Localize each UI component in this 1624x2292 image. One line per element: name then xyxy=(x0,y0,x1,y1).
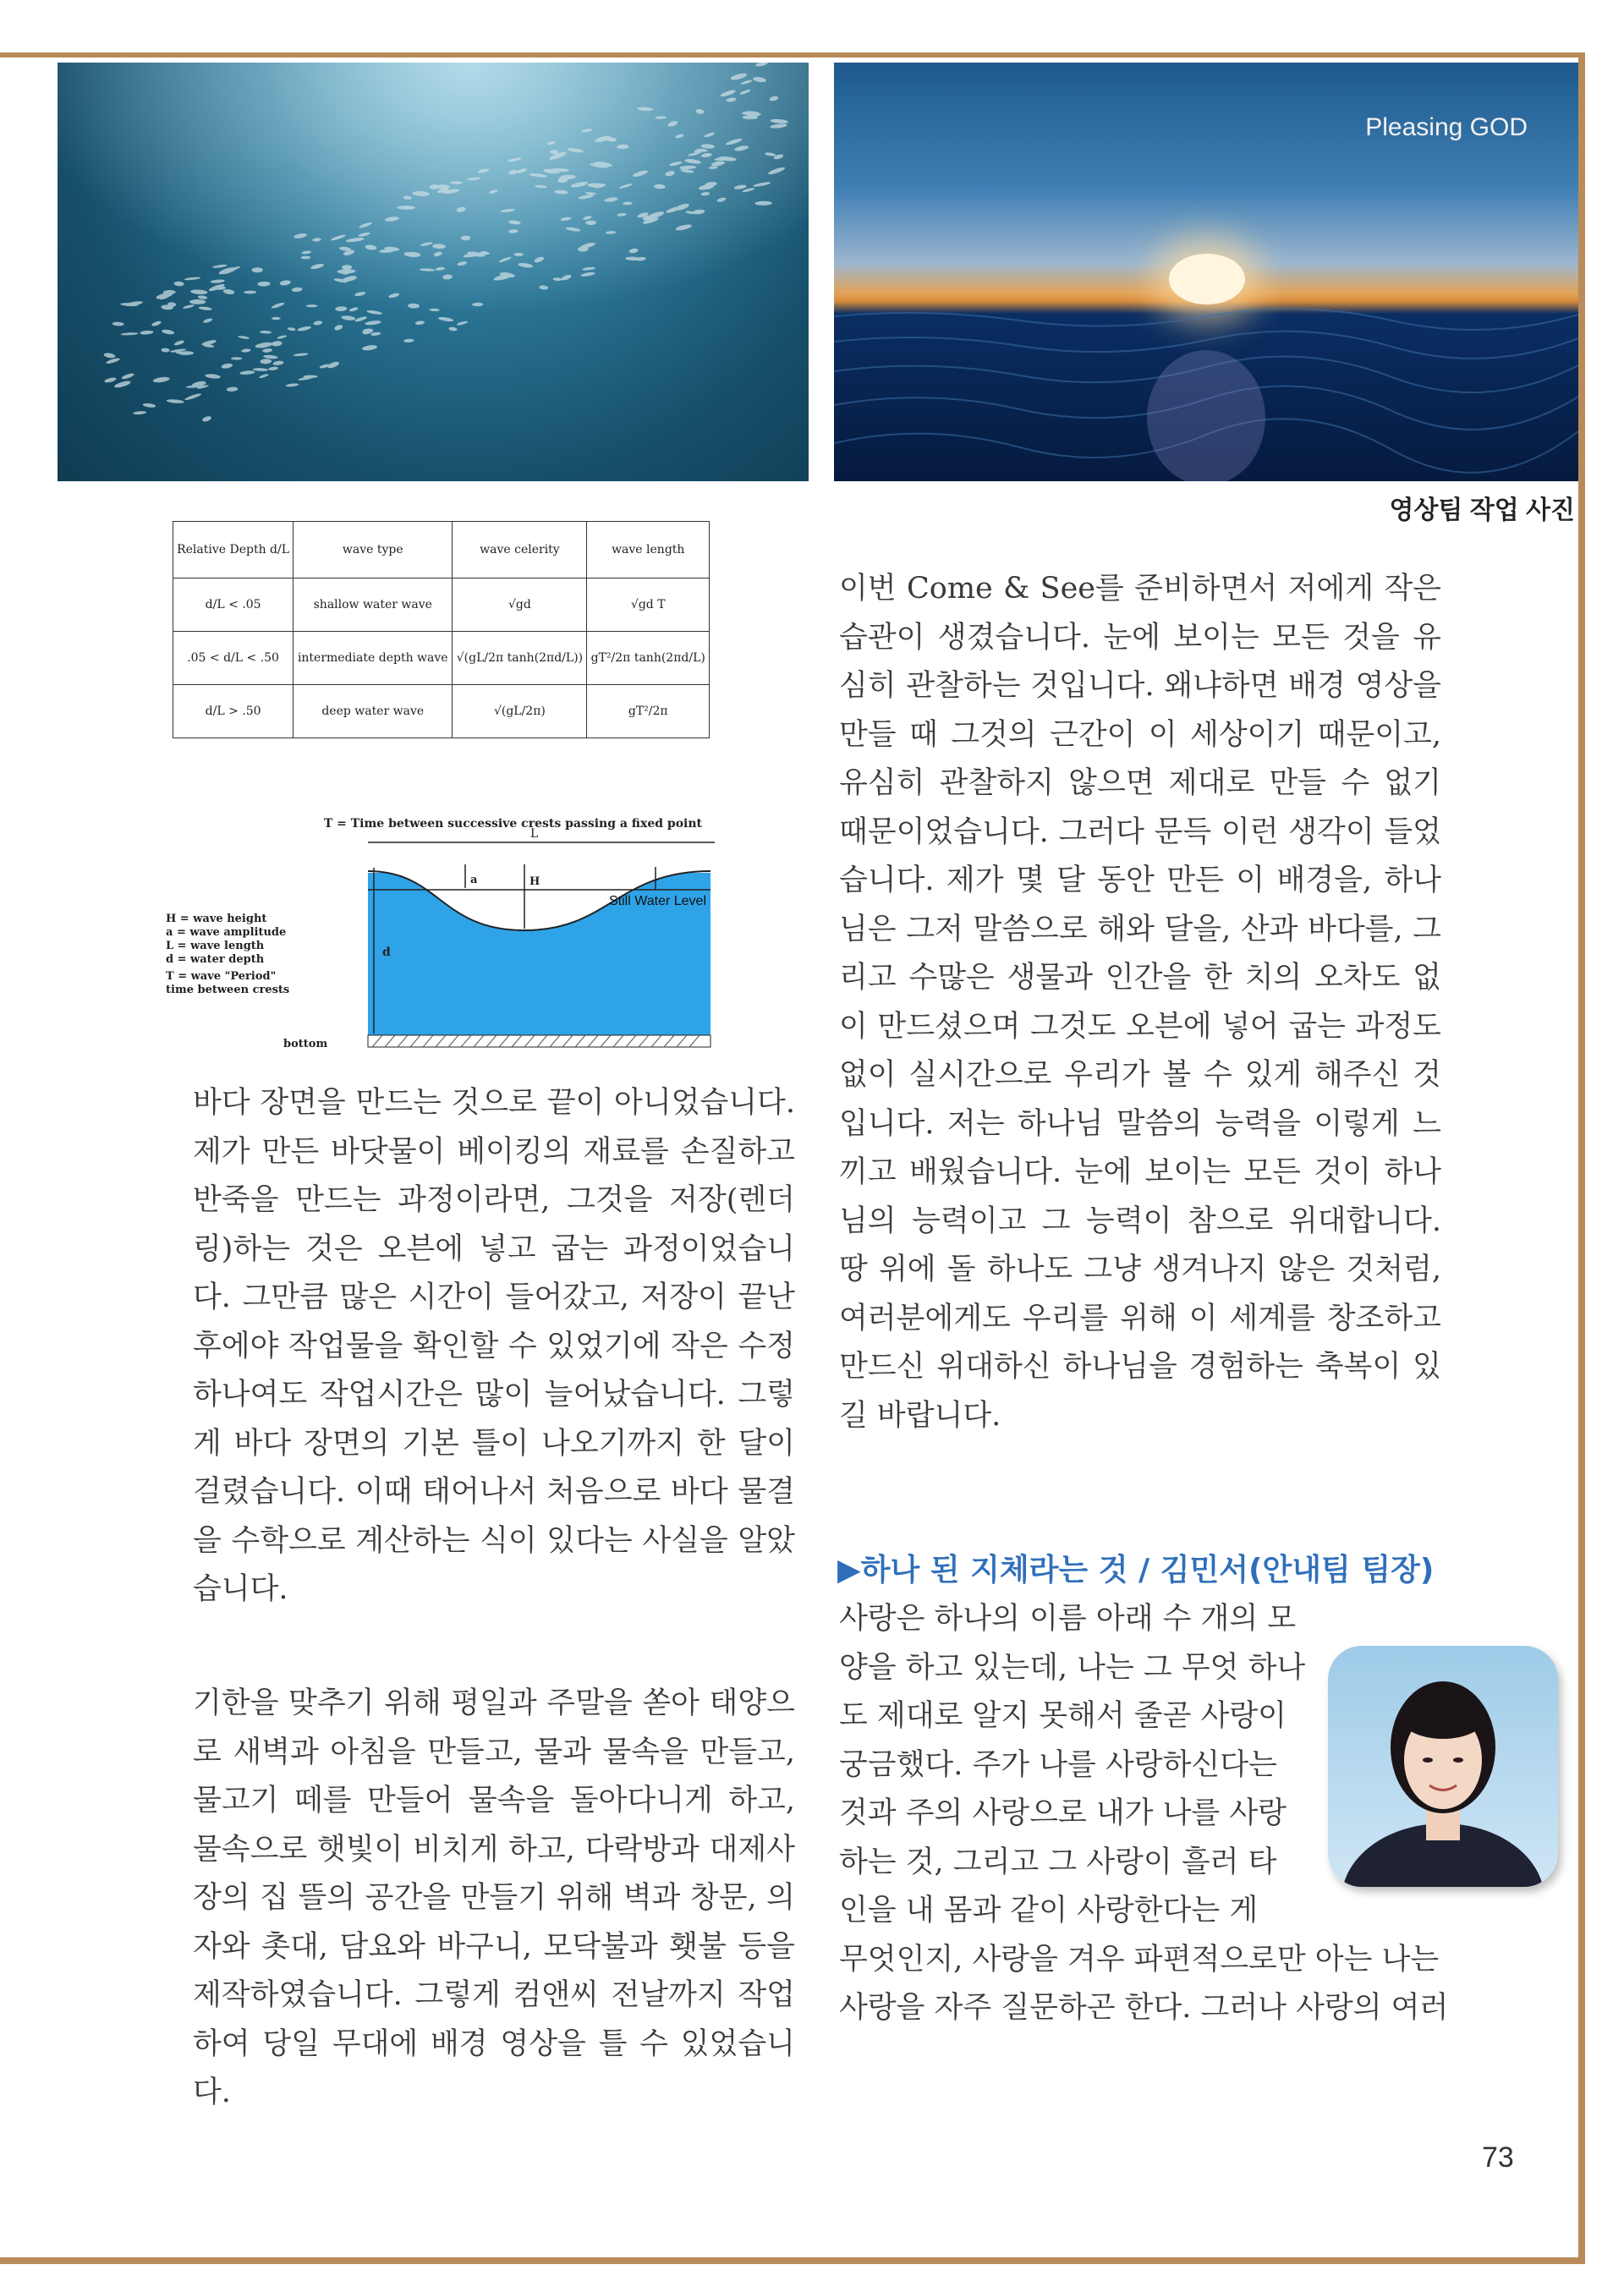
paragraph-line: 궁금했다. 주가 나를 사랑하신다는 xyxy=(839,1747,1277,1782)
paragraph-line: 사랑은 하나의 이름 아래 수 개의 모 xyxy=(839,1602,1297,1636)
table-cell: d/L > .50 xyxy=(173,685,294,738)
legend-item: T = wave "Period" xyxy=(166,970,277,983)
left-paragraph-1: 바다 장면을 만드는 것으로 끝이 아니었습니다. 제가 만든 바닷물이 베이킹의 재료를 손질하고 반죽을 만드는 과정이라면, 그것을 저장(렌더링)하는 것은 오븐에 넣고 굽는 과정이었습니다. 그만큼 많은 시간이 들어갔고, 저장이 끝난 후에야 작업물을 확인할 수 있었기에 작은 수정 하나여도 작업시간은 많이 늘어났습니다. 그렇게 바다 장면의 기본 틀이 나오기까지 한 달이 걸렸습니다. 이때 태어나서 처음으로 바다 물결을 수학으로 계산하는 식이 있다는 사실을 알았습니다. xyxy=(193,1086,795,1606)
wave-table xyxy=(173,521,710,738)
label-wavelength: L xyxy=(530,827,539,841)
table-cell: √gd xyxy=(453,578,587,632)
wave-diagram xyxy=(161,812,723,1061)
fish xyxy=(461,236,470,241)
paragraph-line: 사랑을 자주 질문하곤 한다. 그러나 사랑의 여러 xyxy=(839,1991,1449,2025)
still-water-label: Still Water Level xyxy=(609,894,706,908)
table-cell: d/L < .05 xyxy=(173,578,294,632)
table-header-cell: wave type xyxy=(294,522,453,578)
frame-top-border xyxy=(0,52,1585,58)
ocean-sunset-photo xyxy=(834,63,1578,481)
wave-figure xyxy=(161,516,723,1061)
brand-label: Pleasing GOD xyxy=(1365,113,1528,141)
fish-school-photo xyxy=(58,63,809,481)
legend-item: d = water depth xyxy=(166,953,265,966)
paragraph-line: 것과 주의 사랑으로 내가 나를 사랑 xyxy=(839,1796,1287,1830)
paragraph-line: 하는 것, 그리고 그 사랑이 흘러 타 xyxy=(839,1845,1277,1879)
fish xyxy=(397,206,415,210)
table-cell: gT²/2π xyxy=(587,685,710,738)
label-height: H xyxy=(529,875,540,888)
fish xyxy=(189,299,206,304)
table-cell: intermediate depth wave xyxy=(294,632,453,685)
table-header-row xyxy=(173,522,710,578)
table-row xyxy=(173,685,710,738)
table-header-cell: wave length xyxy=(587,522,710,578)
table-cell: √(gL/2π tanh(2πd/L)) xyxy=(453,632,587,685)
table-row xyxy=(173,578,710,632)
paragraph-line: 무엇인지, 사랑을 겨우 파편적으로만 아는 나는 xyxy=(839,1942,1440,1977)
table-cell: shallow water wave xyxy=(294,578,453,632)
fish xyxy=(585,221,596,225)
legend-item: L = wave length xyxy=(166,940,265,952)
paragraph-line: 양을 하고 있는데, 나는 그 무엇 하나 xyxy=(839,1650,1306,1685)
diagram-legend xyxy=(166,913,289,996)
table-cell: .05 < d/L < .50 xyxy=(173,632,294,685)
table-cell: √gd T xyxy=(587,578,710,632)
label-depth: d xyxy=(382,946,391,959)
paragraph-line: 도 제대로 알지 못해서 줄곧 사랑이 xyxy=(839,1699,1287,1733)
bottom-label: bottom xyxy=(283,1038,328,1050)
diagram-title: T = Time between successive crests passing a fixed point xyxy=(323,817,702,831)
photo-caption: 영상팀 작업 사진 xyxy=(1389,496,1575,524)
right-paragraph-1: 이번 Come & See를 준비하면서 저에게 작은 습관이 생겼습니다. 눈에 보이는 모든 것을 유심히 관찰하는 것입니다. 왜냐하면 배경 영상을 만들 때 그것의 근간이 이 세상이기 때문이고, 유심히 관찰하지 않으면 제대로 만들 수 없기 때문이었습니다. 그러다 문득 이런 생각이 들었습니다. 제가 몇 달 동안 만든 이 배경을, 하나님은 그저 말씀으로 해와 달을, 산과 바다를, 그리고 수많은 생물과 인간을 한 치의 오차도 없이 만드셨으며 그것도 오븐에 넣어 굽는 과정도 없이 실시간으로 우리가 볼 수 있게 해주신 것입니다. 저는 하나님 말씀의 능력을 이렇게 느끼고 배웠습니다. 눈에 보이는 모든 것이 하나님의 능력이고 그 능력이 참으로 위대합니다. 땅 위에 돌 하나도 그냥 생겨나지 않은 것처럼, 여러분에게도 우리를 위해 이 세계를 창조하고 만드신 위대하신 하나님을 경험하는 축복이 있길 바랍니다. xyxy=(839,572,1441,1433)
legend-item: a = wave amplitude xyxy=(166,926,287,939)
fish xyxy=(450,181,463,184)
legend-item: H = wave height xyxy=(166,913,267,925)
table-row xyxy=(173,632,710,685)
table-cell: gT²/2π tanh(2πd/L) xyxy=(587,632,710,685)
table-cell: √(gL/2π) xyxy=(453,685,587,738)
section-heading: ▶하나 된 지체라는 것 / 김민서(안내팀 팀장) xyxy=(837,1553,1435,1587)
table-cell: deep water wave xyxy=(294,685,453,738)
label-amplitude: a xyxy=(470,874,478,886)
legend-item: time between crests xyxy=(166,984,290,996)
fish xyxy=(252,267,263,272)
paragraph-line: 인을 내 몸과 같이 사랑한다는 게 xyxy=(839,1894,1259,1927)
table-header-cell: wave celerity xyxy=(453,522,587,578)
page-number: 73 xyxy=(1482,2141,1514,2174)
right-paragraph-2 xyxy=(839,1595,1600,2033)
table-header-cell: Relative Depth d/L xyxy=(173,522,294,578)
fish xyxy=(306,304,318,307)
fish-school-graphic xyxy=(58,63,809,481)
left-paragraph-2: 기한을 맞추기 위해 평일과 주말을 쏟아 태양으로 새벽과 아침을 만들고, 물과 물속을 만들고, 물고기 떼를 만들어 물속을 돌아다니게 하고, 물속으로 햇빛이 비치게 하고, 다락방과 대제사장의 집 뜰의 공간을 만들기 위해 벽과 창문, 의자와 촛대, 담요와 바구니, 모닥불과 횃불 등을 제작하였습니다. 그렇게 컴앤씨 전날까지 작업하여 당일 무대에 배경 영상을 틀 수 있었습니다. xyxy=(193,1686,795,2109)
frame-bottom-border xyxy=(0,2257,1585,2264)
